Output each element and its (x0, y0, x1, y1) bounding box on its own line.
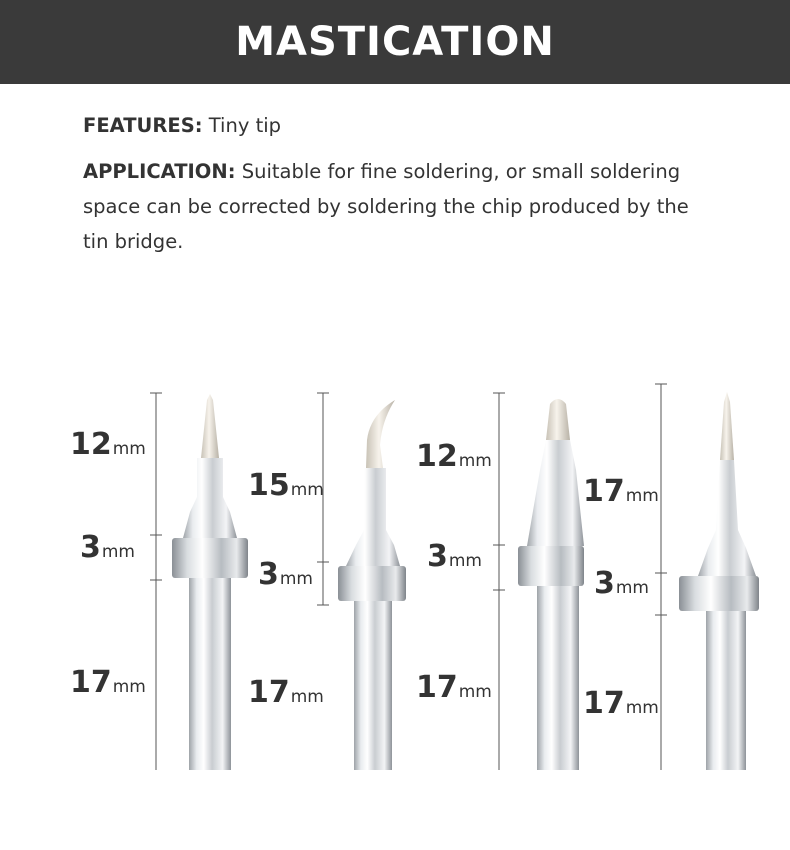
tip-1-dimension-lines (150, 393, 162, 770)
features-line (83, 108, 703, 143)
tip-4-shaft-label: 17mm (583, 686, 659, 721)
tip-1-collar-label: 3mm (80, 530, 135, 565)
tip-1-length-label: 12mm (70, 427, 146, 462)
description (83, 108, 703, 270)
features-label: FEATURES: (83, 114, 203, 137)
tip-3-length-label: 12mm (416, 439, 492, 474)
header-bar (0, 0, 790, 84)
tip-3-collar-label: 3mm (427, 539, 482, 574)
application-line (83, 154, 703, 259)
tip-3 (493, 393, 584, 770)
tip-2-length-label: 15mm (248, 468, 324, 503)
tip-3-dimension-lines (493, 393, 505, 770)
tip-4 (655, 384, 759, 770)
features-text: Tiny tip (208, 114, 282, 137)
tip-1-shaft-label: 17mm (70, 665, 146, 700)
tip-3-shaft-label: 17mm (416, 670, 492, 705)
tip-2 (317, 393, 406, 770)
tip-1 (150, 393, 248, 770)
tip-4-length-label: 17mm (583, 474, 659, 509)
application-label: APPLICATION: (83, 160, 236, 183)
page-title: MASTICATION (235, 19, 555, 65)
tip-4-collar-label: 3mm (594, 566, 649, 601)
tip-2-shaft-label: 17mm (248, 675, 324, 710)
tips-figure (0, 380, 790, 780)
tip-2-collar-label: 3mm (258, 557, 313, 592)
application-text: Suitable for fine soldering, or small soldering space can be corrected by soldering the chip produced by the tin bridge. (83, 160, 689, 253)
